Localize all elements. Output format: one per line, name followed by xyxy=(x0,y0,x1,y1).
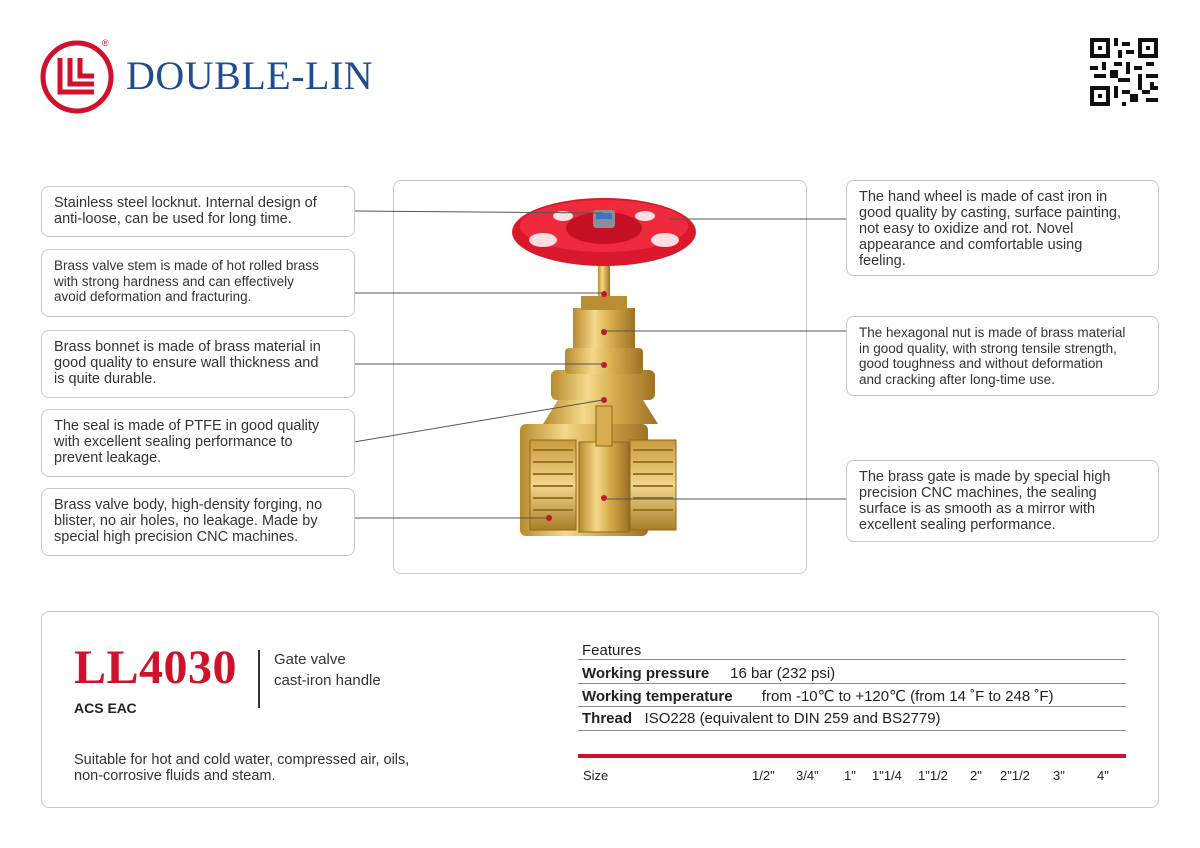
feature-label: Working pressure xyxy=(582,665,710,682)
double-lin-logo-icon xyxy=(40,40,114,114)
callout-text-line: The hand wheel is made of cast iron in xyxy=(859,189,1108,205)
callout-text-line: feeling. xyxy=(859,253,906,269)
callout-text-line: precision CNC machines, the sealing xyxy=(859,485,1097,501)
callout-bonnet xyxy=(41,330,355,398)
qr-code-icon xyxy=(1090,38,1158,106)
model-number: LL4030 xyxy=(74,641,238,694)
size-value: 1/2" xyxy=(752,768,775,783)
callout-text-line: anti-loose, can be used for long time. xyxy=(54,211,292,227)
brand-name: DOUBLE-LIN xyxy=(126,53,374,98)
feature-label: Thread xyxy=(582,710,633,727)
callout-text-line: Brass valve stem is made of hot rolled brass xyxy=(54,258,319,273)
callout-text-line: with excellent sealing performance to xyxy=(54,434,293,450)
certification-marks: ACS ЕАС xyxy=(74,700,137,716)
size-value: 1"1/4 xyxy=(872,768,902,783)
callout-text-line: in good quality, with strong tensile strength, xyxy=(859,340,1117,356)
size-value: 2" xyxy=(970,768,982,783)
callout-text-line: Stainless steel locknut. Internal design of xyxy=(54,195,317,211)
callout-text-line: Brass valve body, high-density forging, no xyxy=(54,497,323,513)
callout-text-line: good toughness and without deformation xyxy=(859,356,1103,371)
callout-hexagonal-nut xyxy=(846,316,1159,396)
callout-valve-stem xyxy=(41,249,355,317)
feature-value: ISO228 (equivalent to DIN 259 and BS2779) xyxy=(644,710,941,727)
callout-text-line: surface is as smooth as a mirror with xyxy=(859,501,1096,517)
size-value: 3" xyxy=(1053,768,1065,783)
callout-seal xyxy=(41,409,355,477)
size-value: 1"1/2 xyxy=(918,768,948,783)
row-divider xyxy=(578,706,1126,707)
features-title: Features xyxy=(582,642,642,659)
size-value: 1" xyxy=(844,768,856,783)
callout-text-line: with strong hardness and can effectively xyxy=(54,273,294,289)
row-divider xyxy=(578,730,1126,731)
feature-value: 16 bar (232 psi) xyxy=(730,665,836,682)
callout-text-line: blister, no air holes, no leakage. Made by xyxy=(54,513,318,529)
sizes-accent-bar xyxy=(578,754,1126,758)
divider xyxy=(258,650,260,708)
callout-locknut xyxy=(41,186,355,237)
feature-label: Working temperature xyxy=(582,688,733,705)
suitable-for-text xyxy=(74,752,474,784)
callout-text-line: The brass gate is made by special high xyxy=(859,469,1111,485)
product-name-line-2: cast-iron handle xyxy=(274,672,381,689)
feature-row-temperature xyxy=(582,687,1053,705)
gate-valve-illustration xyxy=(393,180,807,574)
callout-text-line: good quality to ensure wall thickness and xyxy=(54,355,319,371)
registered-mark: ® xyxy=(102,38,109,48)
product-name-line-1: Gate valve xyxy=(274,651,346,668)
callout-text-line: is quite durable. xyxy=(54,371,157,387)
callout-text-line: avoid deformation and fracturing. xyxy=(54,289,252,304)
size-value: 2"1/2 xyxy=(1000,768,1030,783)
callout-text-line: and cracking after long-time use. xyxy=(859,371,1055,387)
feature-row-thread xyxy=(582,710,941,727)
size-label: Size xyxy=(583,768,609,783)
callout-text-line: not easy to oxidize and rot. Novel xyxy=(859,221,1074,237)
callout-text-line: good quality by casting, surface painting, xyxy=(859,205,1121,221)
size-value: 4" xyxy=(1097,768,1109,783)
suitable-line: non-corrosive fluids and steam. xyxy=(74,768,276,784)
callout-text-line: appearance and comfortable using xyxy=(859,237,1083,253)
row-divider xyxy=(578,659,1126,660)
feature-value: from -10℃ to +120℃ (from 14 ˚F to 248 ˚F) xyxy=(761,688,1054,705)
callout-text-line: Brass bonnet is made of brass material in xyxy=(54,339,321,355)
callout-text-line: The seal is made of PTFE in good quality xyxy=(54,418,320,434)
row-divider xyxy=(578,683,1126,684)
callout-hand-wheel xyxy=(846,180,1159,276)
callout-text-line: The hexagonal nut is made of brass material xyxy=(859,325,1126,340)
callout-text-line: special high precision CNC machines. xyxy=(54,529,299,545)
feature-row-pressure xyxy=(582,665,835,682)
callout-brass-gate xyxy=(846,460,1159,542)
callout-text-line: excellent sealing performance. xyxy=(859,517,1056,533)
callout-text-line: prevent leakage. xyxy=(54,450,162,466)
callout-valve-body xyxy=(41,488,355,556)
suitable-line: Suitable for hot and cold water, compressed air, oils, xyxy=(74,752,410,768)
size-value: 3/4" xyxy=(796,768,819,783)
